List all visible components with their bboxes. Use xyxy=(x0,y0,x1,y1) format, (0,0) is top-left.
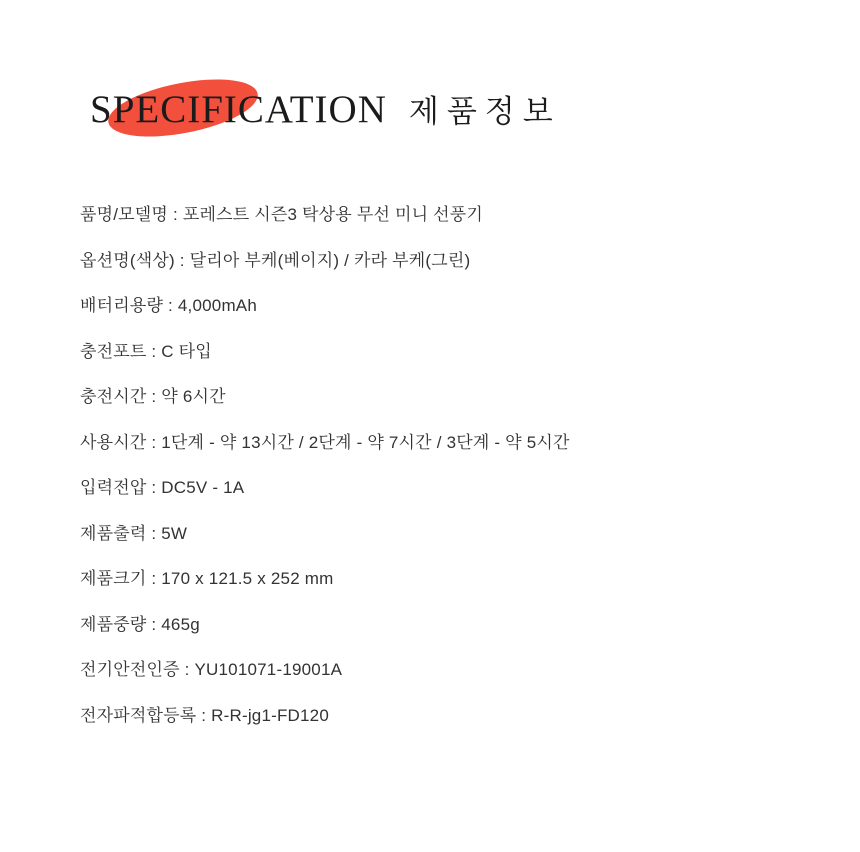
spec-label: 제품출력 xyxy=(80,523,147,543)
spec-row-weight xyxy=(80,602,820,648)
spec-separator: : xyxy=(196,705,212,725)
spec-separator: : xyxy=(179,660,195,679)
spec-label: 품명/모델명 xyxy=(80,205,169,224)
spec-separator: : xyxy=(146,478,162,497)
spec-label: 입력전압 xyxy=(80,478,147,497)
spec-row-safety-cert xyxy=(80,647,820,693)
spec-separator: : xyxy=(146,341,162,361)
spec-separator: : xyxy=(146,387,162,406)
spec-row-model xyxy=(80,192,820,238)
spec-value: 170 x 121.5 x 252 mm xyxy=(161,569,334,588)
spec-row-input-voltage xyxy=(80,465,820,511)
spec-row-size xyxy=(80,556,820,602)
spec-value: 465g xyxy=(161,614,200,634)
spec-row-color-options xyxy=(80,238,820,284)
spec-value: R-R-jg1-FD120 xyxy=(211,705,329,725)
spec-row-charge-port xyxy=(80,329,820,375)
spec-label: 사용시간 xyxy=(80,432,147,452)
spec-label: 전기안전인증 xyxy=(80,660,180,679)
spec-label: 배터리용량 xyxy=(80,296,164,315)
spec-label: 제품중량 xyxy=(80,614,147,634)
spec-value: YU101071-19001A xyxy=(194,660,343,679)
spec-row-output xyxy=(80,511,820,557)
spec-value: C 타입 xyxy=(161,341,212,361)
section-title xyxy=(90,85,561,135)
spec-value: 달리아 부케(베이지) / 카라 부케(그린) xyxy=(189,250,471,270)
spec-row-battery xyxy=(80,283,820,329)
spec-value: DC5V - 1A xyxy=(161,478,245,497)
section-title-en: SPECIFICATION xyxy=(90,88,387,131)
spec-value: 5W xyxy=(161,523,188,543)
spec-label: 전자파적합등록 xyxy=(80,705,197,725)
spec-row-emc-registration xyxy=(80,693,820,739)
spec-value: 포레스트 시즌3 탁상용 무선 미니 선풍기 xyxy=(182,205,484,224)
spec-separator: : xyxy=(168,205,183,224)
spec-separator: : xyxy=(146,523,162,543)
spec-list xyxy=(80,192,820,738)
spec-separator: : xyxy=(146,614,162,634)
spec-row-charge-time xyxy=(80,374,820,420)
spec-separator: : xyxy=(174,250,190,270)
spec-value: 약 6시간 xyxy=(161,387,226,406)
spec-value: 4,000mAh xyxy=(177,296,258,315)
spec-separator: : xyxy=(146,569,162,588)
spec-value: 1단계 - 약 13시간 / 2단계 - 약 7시간 / 3단계 - 약 5시간 xyxy=(161,432,570,452)
spec-separator: : xyxy=(163,296,178,315)
spec-label: 충전시간 xyxy=(80,387,147,406)
spec-row-usage-time xyxy=(80,420,820,466)
spec-label: 제품크기 xyxy=(80,569,147,588)
spec-separator: : xyxy=(146,432,162,452)
spec-label: 옵션명(색상) xyxy=(80,250,175,270)
section-title-ko: 제품정보 xyxy=(408,94,561,129)
spec-label: 충전포트 xyxy=(80,341,147,361)
